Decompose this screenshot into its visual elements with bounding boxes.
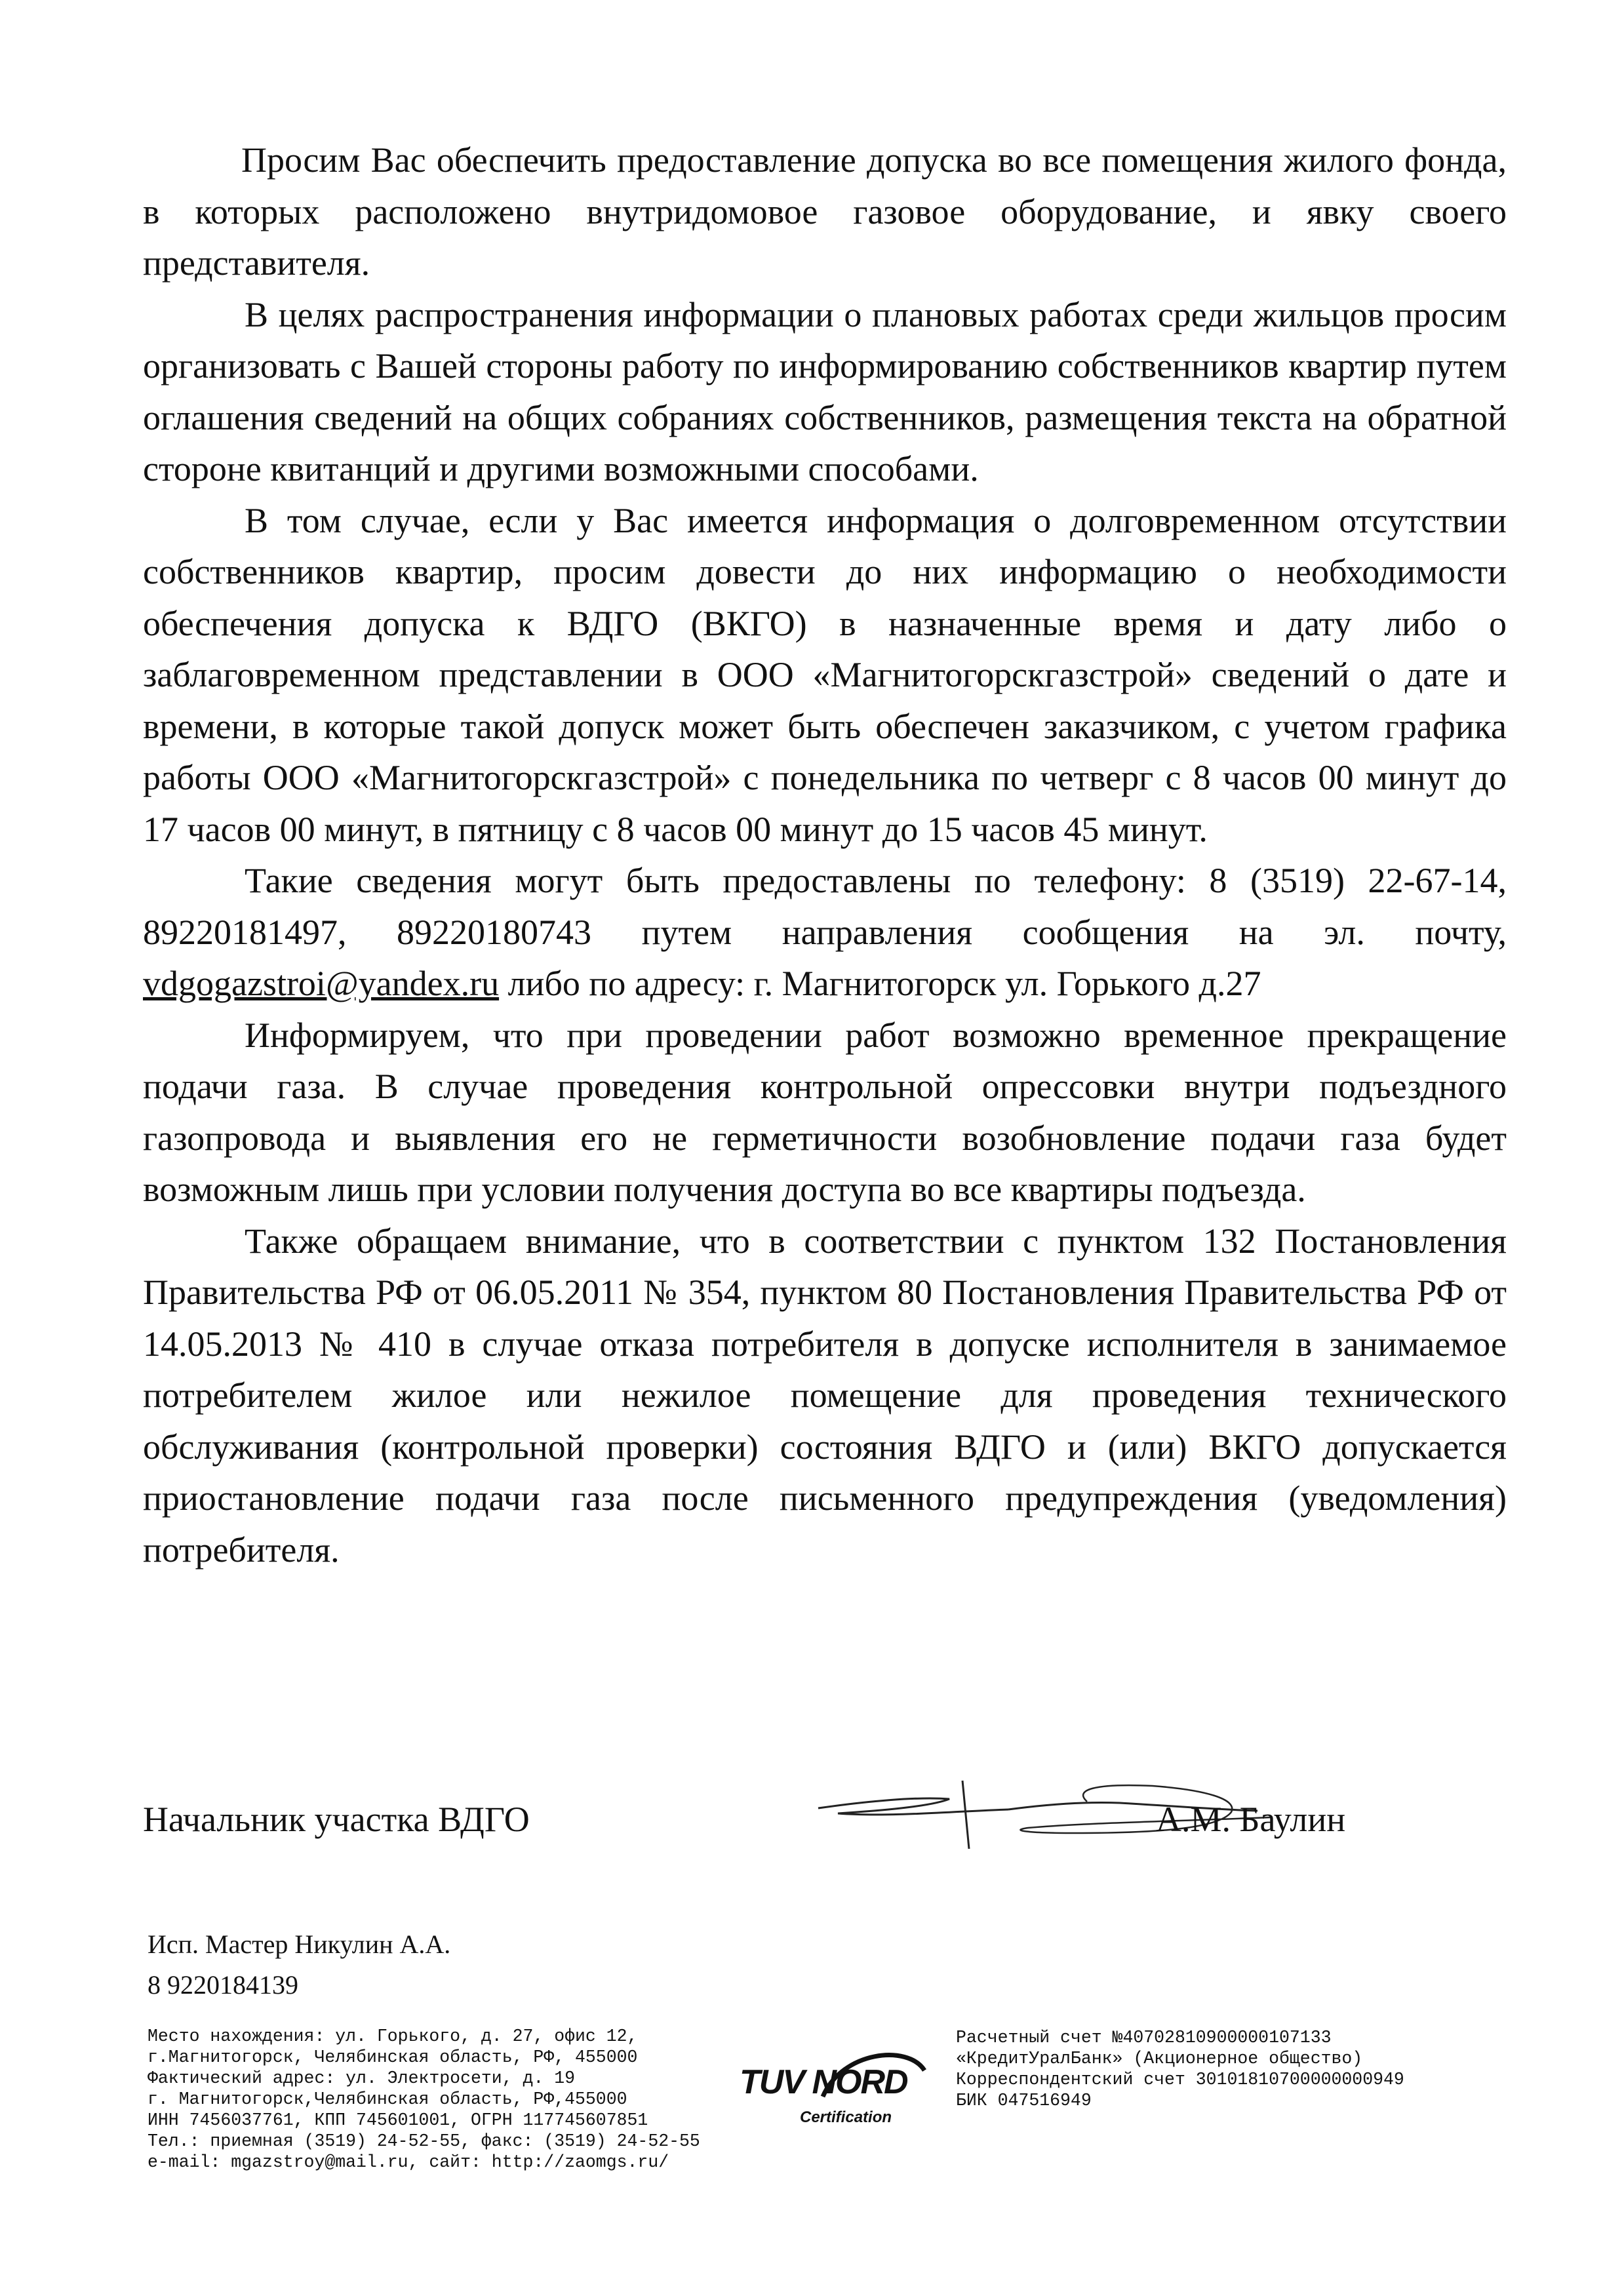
signatory-title: Начальник участка ВДГО	[143, 1800, 530, 1839]
email-link[interactable]: vdgogazstroi@yandex.ru	[143, 964, 500, 1003]
executor-phone: 8 9220184139	[148, 1970, 298, 2000]
contacts-text: Такие сведения могут быть предоставлены по телефону: 8 (3519) 22-67-14, 89220181497, 89220180743 путем направления сообщения на эл. почту,	[143, 861, 1507, 952]
tuv-nord-logo	[734, 2059, 931, 2150]
address-text: либо по адресу: г. Магнитогорск ул. Горького д.27	[499, 964, 1261, 1003]
signatory-name: А.М. Баулин	[1156, 1800, 1346, 1839]
address-line: Фактический адрес: ул. Электросети, д. 19	[148, 2068, 576, 2088]
paragraph-absent-owners: В том случае, если у Вас имеется информация о долговременном отсутствии собственников квартир, просим довести до них информацию о необходимости обеспечения допуска к ВДГО (ВКГО) в назначенные время и дату либо о заблаговременном представлении в ООО «Магнитогорскгазстрой» сведений о дате и времени, в которые такой допуск может быть обеспечен заказчиком, с учетом графика работы ООО «Магнитогорскгазстрой» с понедельника по четверг с 8 часов 00 минут до 17 часов 00 минут, в пятницу с 8 часов 00 минут до 15 часов 45 минут.	[143, 500, 1507, 849]
bank-line: «КредитУралБанк» (Акционерное общество)	[956, 2049, 1363, 2068]
executor-name: Исп. Мастер Никулин А.А.	[148, 1929, 451, 1959]
address-line: г.Магнитогорск, Челябинская область, РФ, 455000	[148, 2047, 638, 2067]
bank-details-block	[956, 2027, 1480, 2111]
address-line: г. Магнитогорск,Челябинская область, РФ,455000	[148, 2089, 627, 2109]
company-address-block	[148, 2026, 724, 2173]
paragraph-informing-owners: В целях распространения информации о плановых работах среди жильцов просим организовать с Вашей стороны работу по информированию собственников квартир путем оглашения сведений на общих собраниях собственников, размещения текста на обратной стороне квитанций и другими возможными способами.	[143, 294, 1507, 488]
address-line: e-mail: mgazstroy@mail.ru, сайт: http://zaomgs.ru/	[148, 2152, 669, 2172]
bank-line: Корреспондентский счет 30101810700000000949	[956, 2070, 1404, 2089]
letter-body	[143, 134, 1507, 1575]
bank-line: БИК 047516949	[956, 2091, 1092, 2110]
executor-block	[148, 1924, 450, 2006]
signature-row	[143, 1790, 1507, 1862]
logo-subtitle: Certification	[800, 2108, 892, 2126]
paragraph-legal-notice: Также обращаем внимание, что в соответствии с пунктом 132 Постановления Правительства РФ от 06.05.2011 № 354, пунктом 80 Постановления Правительства РФ от 14.05.2013 № 410 в случае отказа потребителя в допуске исполнителя в занимаемое потребителем жилое или нежилое помещение для проведения технического обслуживания (контрольной проверки) состояния ВДГО и (или) ВКГО допускается приостановление подачи газа после письменного предупреждения (уведомления) потребителя.	[143, 1221, 1507, 1570]
paragraph-access-request: Просим Вас обеспечить предоставление допуска во все помещения жилого фонда, в которых расположено внутридомовое газовое оборудование, и явку своего представителя.	[143, 140, 1507, 283]
address-line: Тел.: приемная (3519) 24-52-55, факс: (3519) 24-52-55	[148, 2131, 700, 2151]
address-line: ИНН 7456037761, КПП 745601001, ОГРН 117745607851	[148, 2110, 648, 2130]
address-line: Место нахождения: ул. Горького, д. 27, офис 12,	[148, 2026, 638, 2046]
logo-text: TUV NORD	[740, 2063, 907, 2101]
bank-line: Расчетный счет №40702810900000107133	[956, 2028, 1332, 2047]
paragraph-gas-interruption: Информируем, что при проведении работ возможно временное прекращение подачи газа. В случае проведения контрольной опрессовки внутри подъездного газопровода и выявления его не герметичности возобновление подачи газа будет возможным лишь при условии получения доступа во все квартиры подъезда.	[143, 1015, 1507, 1209]
paragraph-contacts	[143, 855, 1507, 1010]
